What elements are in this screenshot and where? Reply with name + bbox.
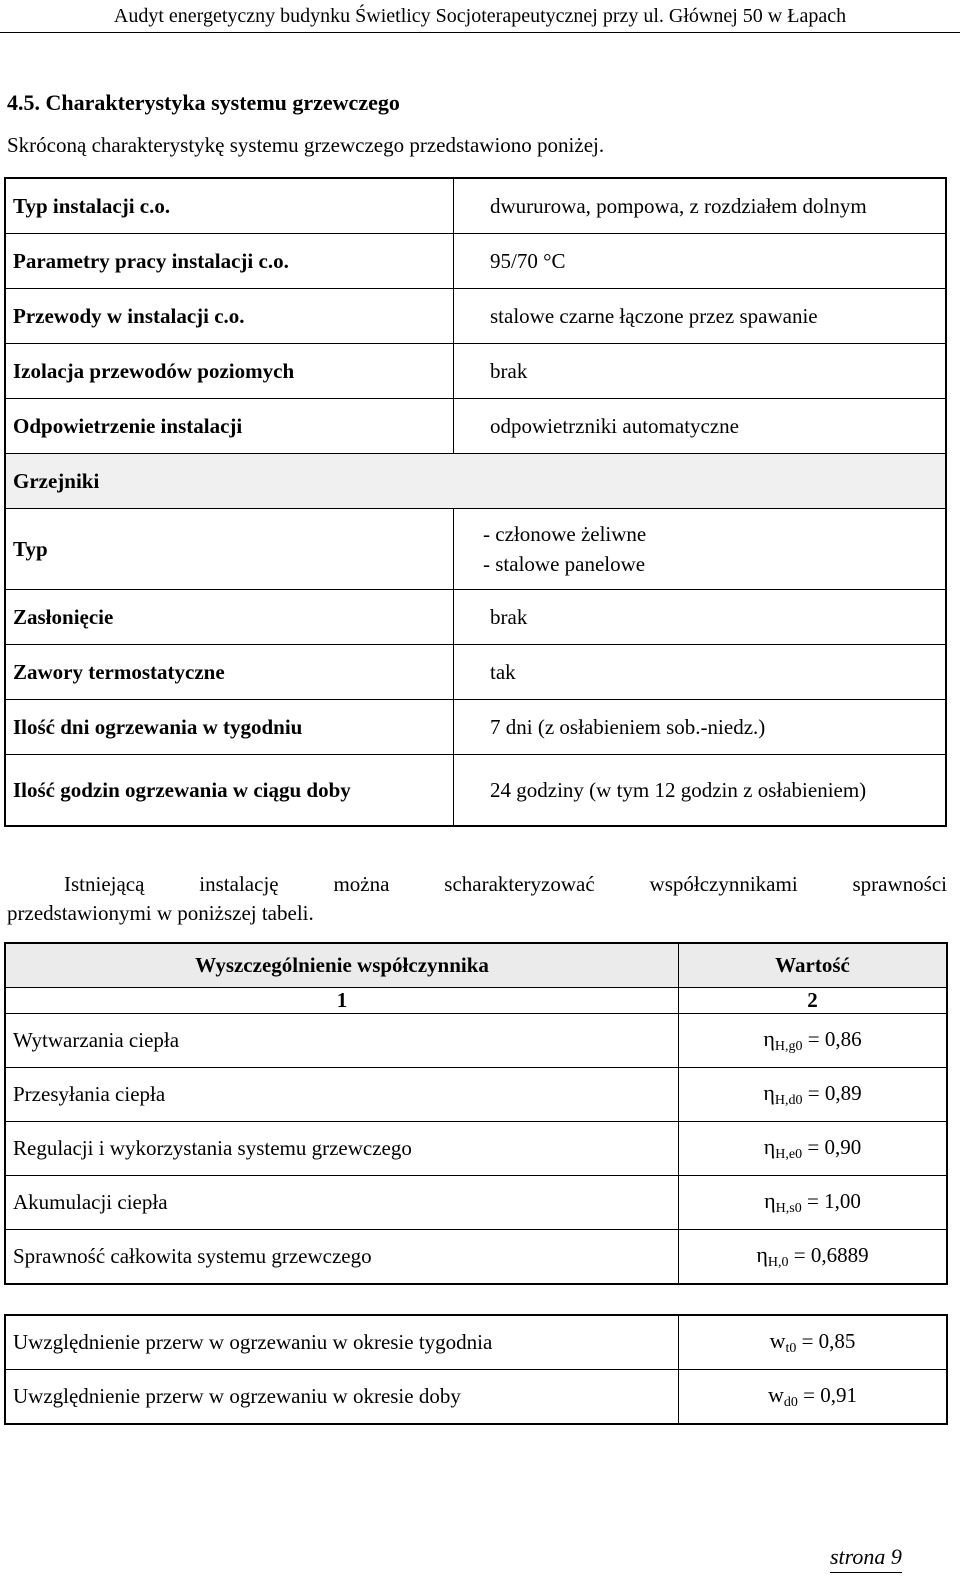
row-value: dwururowa, pompowa, z rozdziałem dolnym <box>454 179 946 234</box>
radiator-type-item: - członowe żeliwne <box>483 522 647 546</box>
table-row <box>6 1316 947 1370</box>
table-row <box>6 645 946 700</box>
eta-symbol: η <box>763 1080 775 1105</box>
efficiency-paragraph <box>7 870 947 928</box>
row-label: Typ instalacji c.o. <box>6 179 454 234</box>
symbol-subscript: H,d0 <box>774 1093 803 1108</box>
paragraph-line: Istniejącą instalację można scharakteryzować współczynnikami sprawności <box>64 872 947 896</box>
row-value: 95/70 °C <box>454 234 946 289</box>
section-title: 4.5. Charakterystyka systemu grzewczego <box>7 90 400 115</box>
eta-symbol: η <box>763 1026 775 1051</box>
coefficient-value <box>679 1230 947 1284</box>
value-text: = 0,85 <box>801 1329 856 1353</box>
radiators-header: Grzejniki <box>6 454 946 509</box>
row-value: stalowe czarne łączone przez spawanie <box>454 289 946 344</box>
column-number-row <box>6 988 947 1014</box>
efficiency-table <box>5 943 947 1284</box>
symbol-subscript: H,g0 <box>774 1039 803 1054</box>
eta-symbol: η <box>764 1188 776 1213</box>
symbol-subscript: H,0 <box>767 1255 789 1270</box>
section-intro: Skróconą charakterystykę systemu grzewczego przedstawiono poniżej. <box>7 133 605 157</box>
coefficient-value <box>679 1122 947 1176</box>
table-row <box>6 1230 947 1284</box>
table-row <box>6 1122 947 1176</box>
coefficient-label: Sprawność całkowita systemu grzewczego <box>6 1230 679 1284</box>
row-label: Przewody w instalacji c.o. <box>6 289 454 344</box>
w-symbol: w <box>768 1382 784 1407</box>
coefficient-label: Uwzględnienie przerw w ogrzewaniu w okresie tygodnia <box>6 1316 679 1370</box>
table-row <box>6 234 946 289</box>
row-label: Ilość godzin ogrzewania w ciągu doby <box>6 755 454 826</box>
radiators-header-row <box>6 454 946 509</box>
table-row <box>6 179 946 234</box>
table-row <box>6 399 946 454</box>
table-row <box>6 1014 947 1068</box>
eta-symbol: η <box>756 1242 768 1267</box>
value-text: = 1,00 <box>806 1189 861 1213</box>
symbol-subscript: H,s0 <box>775 1201 802 1216</box>
row-value: brak <box>454 344 946 399</box>
table-row <box>6 1370 947 1424</box>
radiator-type-item: - stalowe panelowe <box>483 552 646 576</box>
row-label: Odpowietrzenie instalacji <box>6 399 454 454</box>
symbol-subscript: d0 <box>783 1395 798 1410</box>
table-row <box>6 289 946 344</box>
row-value: 7 dni (z osłabieniem sob.-niedz.) <box>454 700 946 755</box>
coefficient-value <box>679 1068 947 1122</box>
coefficient-value <box>679 1316 947 1370</box>
table-row <box>6 509 946 590</box>
row-value: odpowietrzniki automatyczne <box>454 399 946 454</box>
coefficient-value <box>679 1014 947 1068</box>
eta-symbol: η <box>763 1134 776 1159</box>
column-number: 2 <box>679 988 947 1014</box>
installation-table <box>5 178 946 826</box>
value-text: = 0,90 <box>807 1135 862 1159</box>
table-row <box>6 1068 947 1122</box>
table-row <box>6 1176 947 1230</box>
value-text: = 0,6889 <box>793 1243 869 1267</box>
row-label: Ilość dni ogrzewania w tygodniu <box>6 700 454 755</box>
coefficient-value <box>679 1176 947 1230</box>
column-header: Wartość <box>679 944 947 988</box>
row-value <box>454 509 946 590</box>
coefficient-label: Regulacji i wykorzystania systemu grzewczego <box>6 1122 679 1176</box>
row-label: Zasłonięcie <box>6 590 454 645</box>
table-row <box>6 755 946 826</box>
row-value: brak <box>454 590 946 645</box>
column-number: 1 <box>6 988 679 1014</box>
value-text: = 0,89 <box>807 1081 862 1105</box>
value-text: = 0,91 <box>803 1383 857 1407</box>
row-value: tak <box>454 645 946 700</box>
paragraph-line: przedstawionymi w poniższej tabeli. <box>7 901 314 925</box>
table-row <box>6 700 946 755</box>
coefficient-label: Akumulacji ciepła <box>6 1176 679 1230</box>
table-row <box>6 590 946 645</box>
symbol-subscript: t0 <box>785 1341 797 1356</box>
row-label: Parametry pracy instalacji c.o. <box>6 234 454 289</box>
page-number: strona 9 <box>830 1542 902 1573</box>
breaks-table <box>5 1315 947 1424</box>
table-row <box>6 344 946 399</box>
w-symbol: w <box>769 1328 786 1353</box>
coefficient-label: Uwzględnienie przerw w ogrzewaniu w okresie doby <box>6 1370 679 1424</box>
coefficient-label: Wytwarzania ciepła <box>6 1014 679 1068</box>
row-label: Zawory termostatyczne <box>6 645 454 700</box>
symbol-subscript: H,e0 <box>775 1147 803 1162</box>
value-text: = 0,86 <box>807 1027 862 1051</box>
header-row <box>6 944 947 988</box>
coefficient-value <box>679 1370 947 1424</box>
row-value: 24 godziny (w tym 12 godzin z osłabieniem) <box>454 755 946 826</box>
coefficient-label: Przesyłania ciepła <box>6 1068 679 1122</box>
row-label: Typ <box>6 509 454 590</box>
column-header: Wyszczególnienie współczynnika <box>6 944 679 988</box>
document-header: Audyt energetyczny budynku Świetlicy Socjoterapeutycznej przy ul. Głównej 50 w Łapach <box>0 0 960 33</box>
row-label: Izolacja przewodów poziomych <box>6 344 454 399</box>
